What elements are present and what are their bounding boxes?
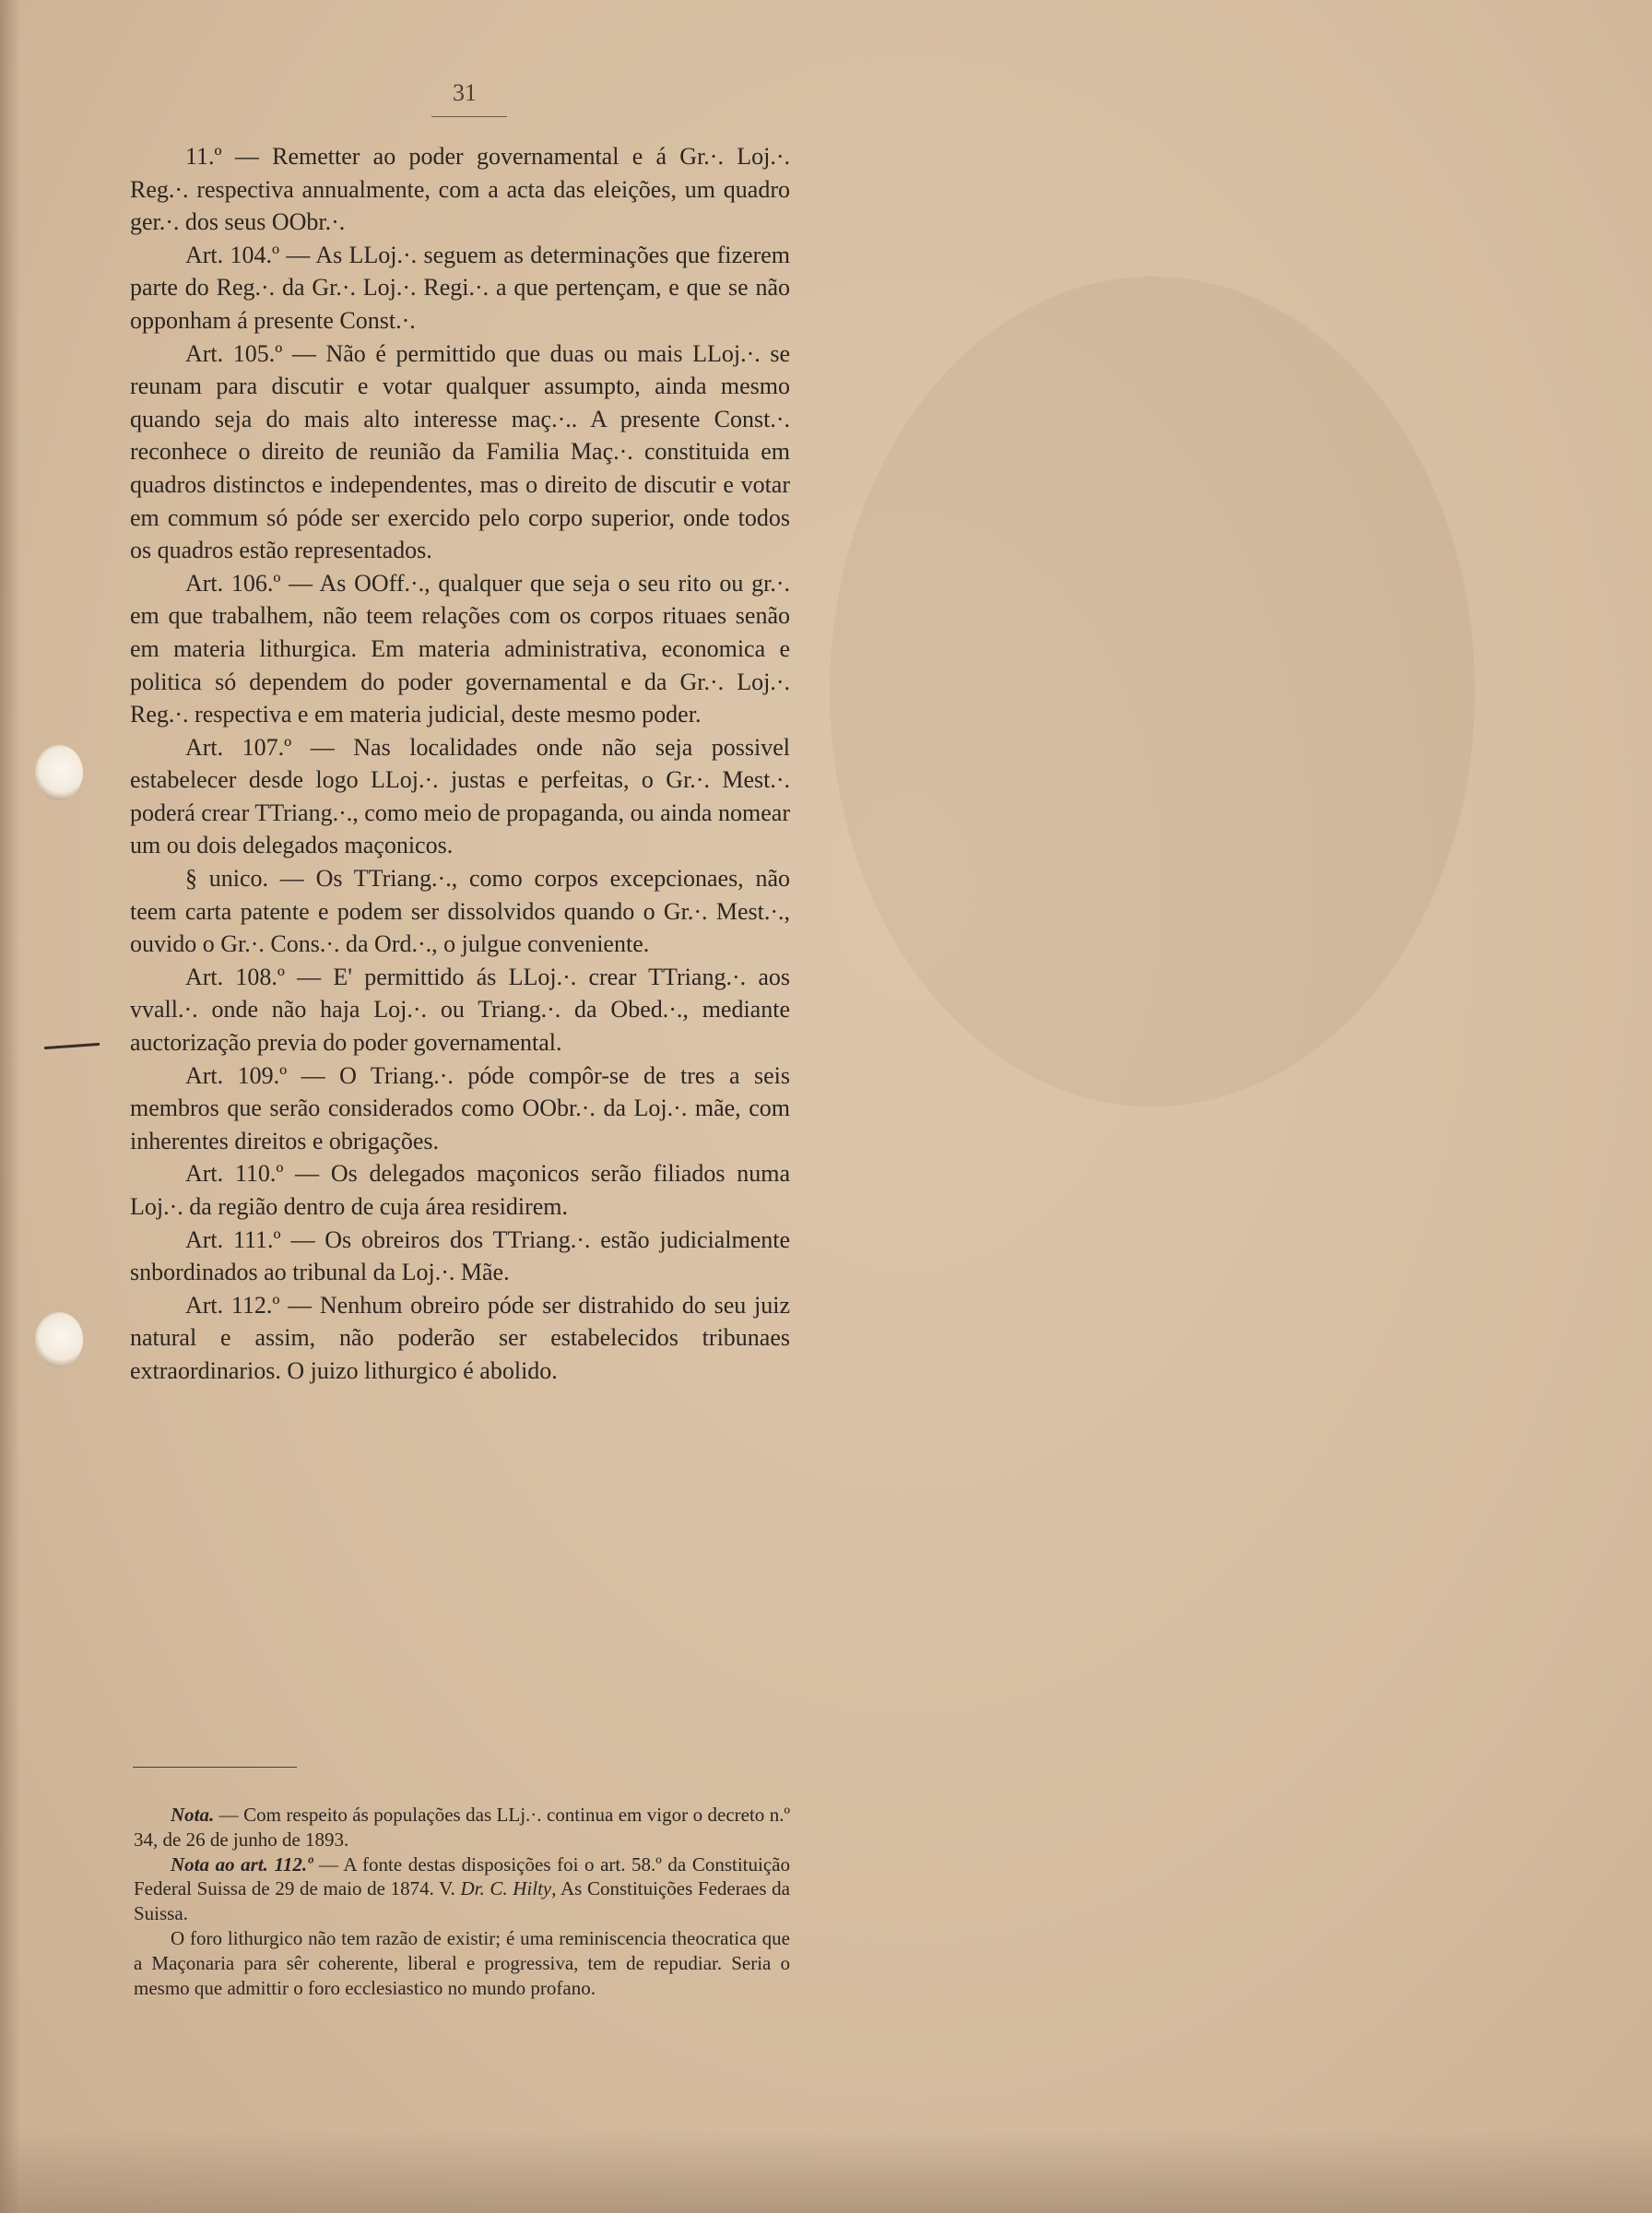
page-edge-shadow bbox=[0, 0, 20, 2213]
article-paragraph: Art. 111.º — Os obreiros dos TTriang.·. estão judicialmente snbordinados ao tribunal da Loj.·. Mãe. bbox=[130, 1225, 790, 1286]
page-bottom-shadow bbox=[0, 2130, 1652, 2213]
article-paragraph: Art. 104.º — As LLoj.·. seguem as determinações que fizerem parte do Reg.·. da Gr.·. Loj.·. Regi.·. a que pertençam, e que se não opponham á presente Const.·. bbox=[130, 241, 790, 334]
footnote-text: — A fonte destas disposições foi o art. 58.º da Constituição Federal Suissa de 29 de maio de 1874. V. bbox=[134, 1852, 790, 1900]
article-paragraph: Art. 108.º — E' permittido ás LLoj.·. crear TTriang.·. aos vvall.·. onde não haja Loj.·. ou Triang.·. da Obed.·., mediante auctorização previa do poder governamental. bbox=[130, 963, 790, 1057]
article-paragraph: Art. 107.º — Nas localidades onde não seja possivel estabelecer desde logo LLoj.·. justas e perfeitas, o Gr.·. Mest.·. poderá crear TTriang.·., como meio de propaganda, ou ainda nomear um ou dois delegados maçonicos. bbox=[130, 733, 790, 859]
margin-mark bbox=[44, 1043, 100, 1049]
article-paragraph: Art. 110.º — Os delegados maçonicos serão filiados numa Loj.·. da região dentro de cuja área residirem. bbox=[130, 1160, 790, 1220]
footnote bbox=[134, 1803, 790, 1852]
article-paragraph: § unico. — Os TTriang.·., como corpos excepcionaes, não teem carta patente e podem ser dissolvidos quando o Gr.·. Mest.·., ouvido o Gr.·. Cons.·. da Ord.·., o julgue conveniente. bbox=[130, 865, 790, 958]
article-paragraph: Art. 105.º — Não é permittido que duas ou mais LLoj.·. se reunam para discutir e votar qualquer assumpto, ainda mesmo quando seja do mais alto interesse maç.·.. A presente Const.·. reconhece o direito de reunião da Familia Maç.·. constituida em quadros distinctos e independentes, mas o direito de discutir e votar em commum só póde ser exercido pelo corpo superior, onde todos os quadros estão representados. bbox=[130, 339, 790, 564]
page-number-rule bbox=[431, 116, 507, 117]
footnote-text: , As Constituições Federaes da Suissa. bbox=[134, 1877, 790, 1925]
article-paragraph: Art. 106.º — As OOff.·., qualquer que seja o seu rito ou gr.·. em que trabalhem, não teem relações com os corpos rituaes senão em materia lithurgica. Em materia administrativa, economica e politica só dependem do poder governamental e da Gr.·. Loj.·. Reg.·. respectiva e em materia judicial, deste mesmo poder. bbox=[130, 569, 790, 728]
footnote-rule bbox=[133, 1767, 297, 1768]
article-paragraph: 11.º — Remetter ao poder governamental e á Gr.·. Loj.·. Reg.·. respectiva annualmente, com a acta das eleições, um quadro ger.·. dos seus OObr.·. bbox=[130, 143, 790, 236]
footnote-text: — Com respeito ás populações das LLj.·. continua em vigor o decreto n.º 34, de 26 de junho de 1893. bbox=[134, 1804, 790, 1851]
footnotes bbox=[134, 1803, 790, 2000]
main-text bbox=[130, 140, 790, 1388]
footnote: O foro lithurgico não tem razão de existir; é uma reminiscencia theocratica que a Maçonaria para sêr coherente, liberal e progressiva, tem de repudiar. Seria o mesmo que admittir o foro ecclesiastico no mundo profano. bbox=[134, 1926, 790, 1999]
article-paragraph: Art. 112.º — Nenhum obreiro póde ser distrahido do seu juiz natural e assim, não poderão ser estabelecidos tribunaes extraordinarios. O juizo lithurgico é abolido. bbox=[130, 1291, 790, 1384]
footnote-label: Nota. bbox=[171, 1804, 215, 1826]
punch-hole bbox=[35, 1312, 83, 1367]
footnote bbox=[134, 1852, 790, 1926]
article-paragraph: Art. 109.º — O Triang.·. póde compôr-se de tres a seis membros que serão considerados como OObr.·. da Loj.·. mãe, com inherentes direitos e obrigações. bbox=[130, 1061, 790, 1154]
footnote-label: Nota ao art. 112.º bbox=[171, 1852, 313, 1876]
page-number: 31 bbox=[453, 79, 477, 106]
footnote-author: Dr. C. Hilty bbox=[460, 1877, 552, 1900]
punch-hole bbox=[35, 745, 83, 800]
paper-stain bbox=[830, 277, 1475, 1106]
